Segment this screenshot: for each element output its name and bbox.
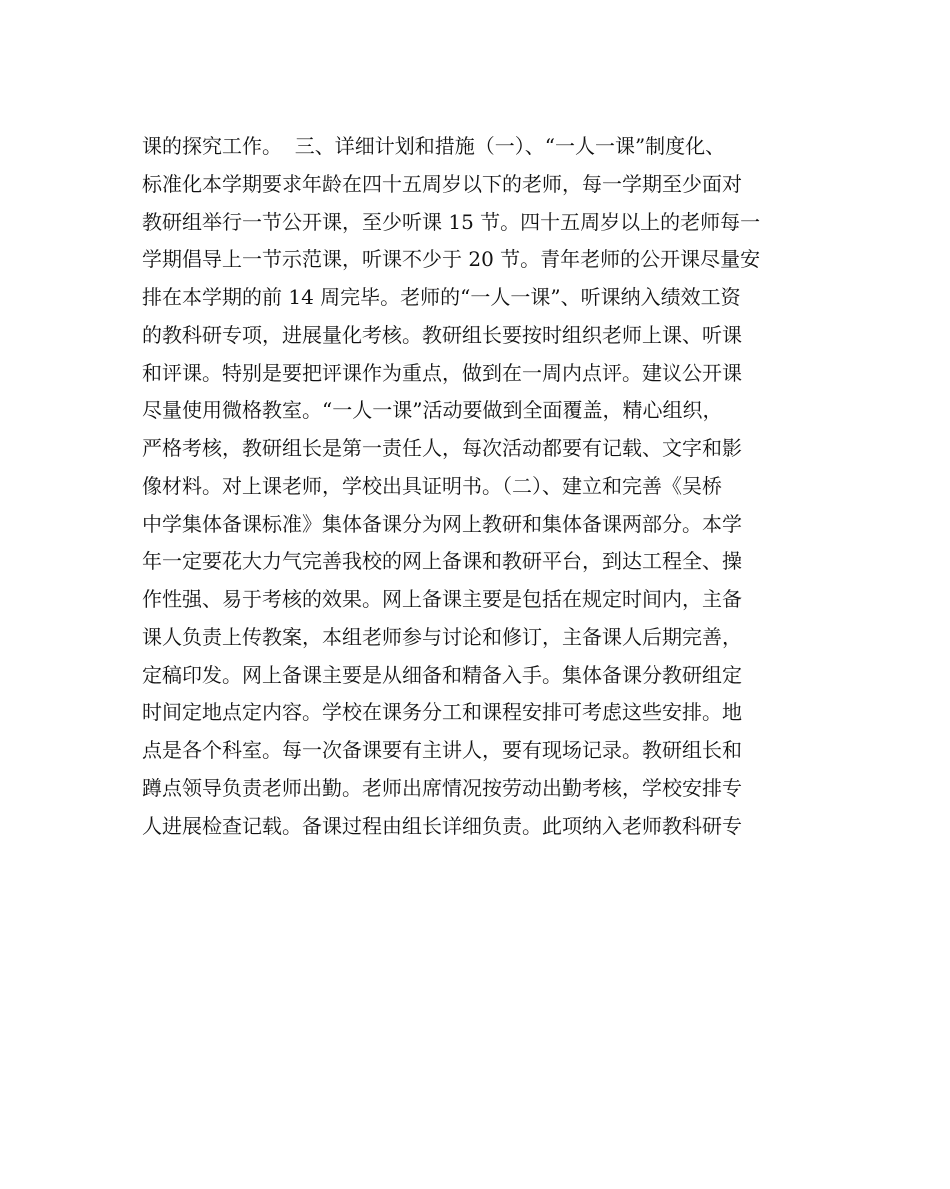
text-line: 作性强、易于考核的效果。网上备课主要是包括在规定时间内，主备: [142, 587, 742, 611]
body-text: [142, 128, 842, 845]
text-line: 蹲点领导负责老师出勤。老师出席情况按劳动出勤考核，学校安排专: [142, 775, 742, 800]
text-line: 的教科研专项，进展量化考核。教研组长要按时组织老师上课、听课: [142, 322, 742, 347]
text-line: 排在本学期的前 14 周完毕。老师的“一人一课”、听课纳入绩效工资: [142, 285, 741, 309]
text-line: 学期倡导上一节示范课，听课不少于 20 节。青年老师的公开课尽量安: [142, 247, 761, 272]
text-line: 和评课。特别是要把评课作为重点，做到在一周内点评。建议公开课: [142, 360, 742, 385]
text-line: 时间定地点定内容。学校在课务分工和课程安排可考虑这些安排。地: [142, 700, 742, 725]
text-line: 课人负责上传教案，本组老师参与讨论和修订，主备课人后期完善，: [142, 624, 742, 649]
text-line: 定稿印发。网上备课主要是从细备和精备入手。集体备课分教研组定: [142, 662, 742, 687]
text-line: 人进展检查记载。备课过程由组长详细负责。此项纳入老师教科研专: [142, 813, 742, 838]
text-line: 严格考核，教研组长是第一责任人，每次活动都要有记载、文字和影: [142, 436, 742, 460]
text-line: 尽量使用微格教室。“一人一课”活动要做到全面覆盖，精心组织，: [142, 398, 723, 423]
text-line: 年一定要花大力气完善我校的网上备课和教研平台，到达工程全、操: [142, 549, 742, 574]
text-line: 课的探究工作。 三、详细计划和措施（一）、“一人一课”制度化、: [142, 134, 726, 158]
text-line: 像材料。对上课老师，学校出具证明书。（二）、建立和完善《吴桥: [142, 473, 722, 498]
text-line: 教研组举行一节公开课，至少听课 15 节。四十五周岁以上的老师每一: [142, 209, 761, 234]
text-line: 标准化本学期要求年龄在四十五周岁以下的老师，每一学期至少面对: [142, 171, 742, 196]
text-line: 中学集体备课标准》集体备课分为网上教研和集体备课两部分。本学: [142, 511, 742, 536]
text-line: 点是各个科室。每一次备课要有主讲人，要有现场记录。教研组长和: [142, 738, 742, 762]
